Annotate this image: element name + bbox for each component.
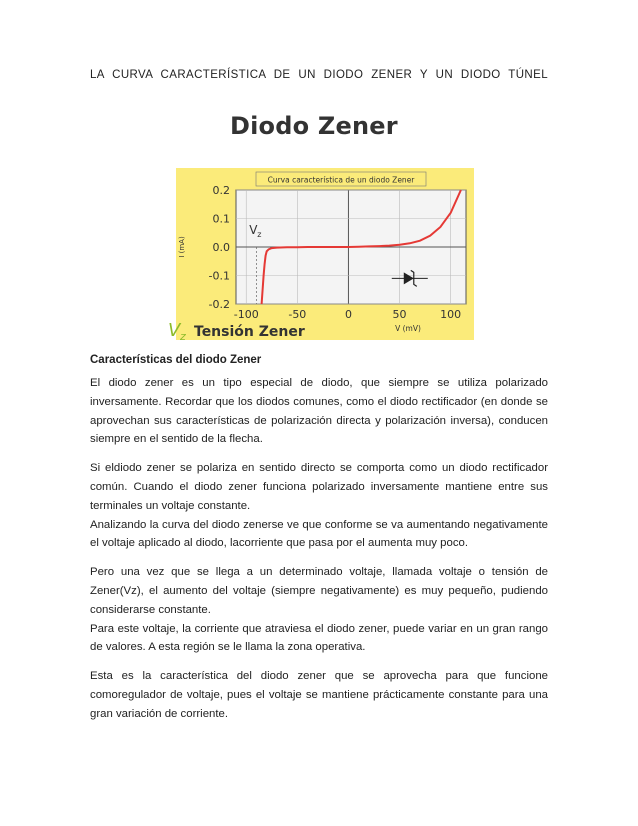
x-tick-label-4: 100	[440, 308, 462, 321]
x-tick-label-2: 0	[344, 308, 352, 321]
y-tick-label-2: 0.0	[212, 241, 230, 254]
x-tick-label-0: -100	[233, 308, 259, 321]
chart-title: Curva característica de un diodo Zener	[267, 175, 415, 185]
paragraph-4: Pero una vez que se llega a un determinado voltaje, llamada voltaje o tensión de Zener(Vz), el aumento del voltaje (siempre negativamente) es muy pequeño, pudiendo considerarse constante.	[90, 566, 548, 616]
tension-zener-label: Tensión Zener	[194, 324, 305, 340]
vz-label-subscript: z	[257, 230, 262, 240]
y-tick-label-0: 0.2	[212, 184, 230, 197]
y-tick-label-4: -0.2	[208, 298, 230, 311]
y-axis-label: I (mA)	[178, 236, 186, 258]
y-tick-label-1: 0.1	[212, 212, 230, 226]
section-heading: Características del diodo Zener	[90, 354, 262, 366]
paragraph-2: Si eldiodo zener se polariza en sentido directo se comporta como un diodo rectificador común. Cuando el diodo zener funciona polarizado inversamente mantiene entre sus terminales un voltaje constante.	[90, 462, 548, 512]
document-title: LA CURVA CARACTERÍSTICA DE UN DIODO ZENER Y UN DIODO TÚNEL	[90, 69, 548, 81]
x-axis-label: V (mV)	[395, 324, 421, 333]
vz-big-label: V	[168, 320, 181, 341]
vz-label: V	[249, 223, 258, 238]
paragraph-5: Para este voltaje, la corriente que atraviesa el diodo zener, puede variar en un gran rango de valores. A esta región se le llama la zona operativa.	[90, 622, 548, 654]
vz-big-label-subscript: z	[180, 330, 186, 342]
paragraph-6: Esta es la característica del diodo zener que se aprovecha para que funcione comoregulador de voltaje, pues el voltaje se mantiene prácticamente constante para una gran variación de corriente.	[90, 670, 548, 720]
x-tick-label-3: 50	[392, 308, 407, 321]
y-tick-label-3: -0.1	[208, 269, 230, 283]
x-tick-label-1: -50	[288, 308, 307, 321]
zener-figure	[160, 104, 478, 342]
paragraph-3: Analizando la curva del diodo zenerse ve que conforme se va aumentando negativamente el voltaje aplicado al diodo, lacorriente que pasa por el aumenta muy poco.	[90, 518, 548, 550]
figure-heading: Diodo Zener	[230, 112, 398, 140]
document-body	[90, 352, 548, 734]
paragraph-1: El diodo zener es un tipo especial de diodo, que siempre se utiliza polarizado inversamente. Recordar que los diodos comunes, como el diodo rectificador (en donde se aprovechan sus características de polarización directa y polarización inversa), conducen siempre en el sentido de la flecha.	[90, 377, 548, 446]
